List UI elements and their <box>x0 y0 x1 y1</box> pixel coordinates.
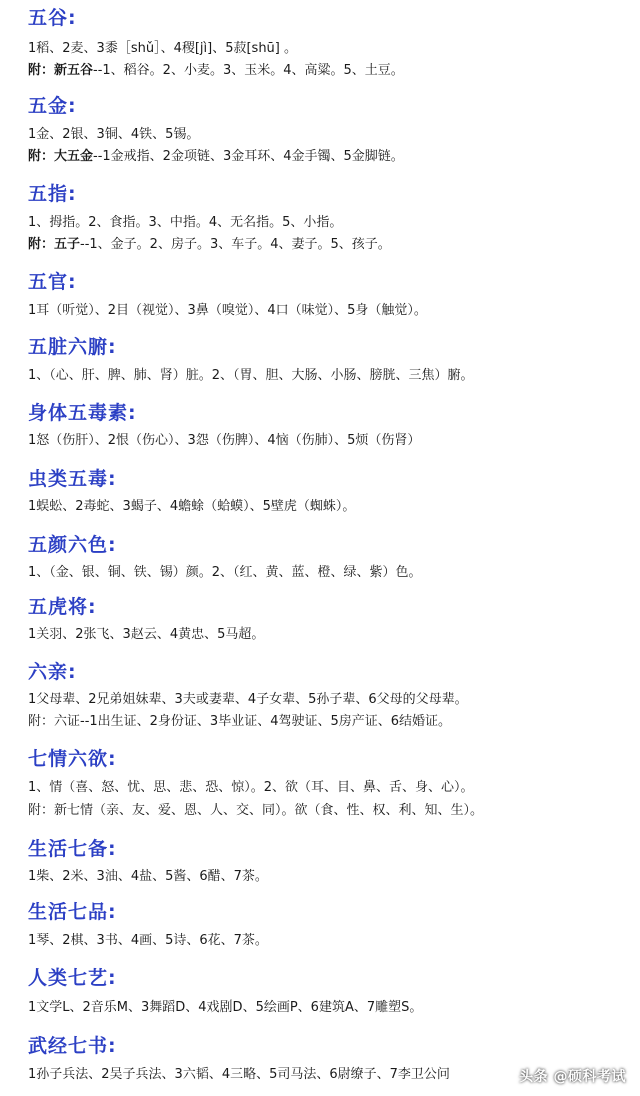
section-heading: 虫类五毒: <box>28 468 117 490</box>
section-line: 1琴、2棋、3书、4画、5诗、6花、7茶。 <box>28 933 268 948</box>
section-appendix-line <box>28 148 404 166</box>
section-line: 1耳（听觉）、2目（视觉）、3鼻（嗅觉）、4口（味觉）、5身（触觉）。 <box>28 303 427 318</box>
appendix-text: --1金戒指、2金项链、3金耳环、4金手镯、5金脚链。 <box>93 149 404 164</box>
section-heading: 五脏六腑: <box>28 336 117 358</box>
section-line: 1怒（伤肝）、2恨（伤心）、3怨（伤脾）、4恼（伤肺）、5烦（伤肾） <box>28 433 421 448</box>
section-line: 1父母辈、2兄弟姐妹辈、3夫或妻辈、4子女辈、5孙子辈、6父母的父母辈。 <box>28 692 468 707</box>
section-line: 1稻、2麦、3黍［shǔ］、4稷[jì]、5菽[shū] 。 <box>28 41 298 56</box>
appendix-text: 附：新七情（亲、友、爱、恩、人、交、同）。欲（食、性、权、利、知、生）。 <box>28 803 484 818</box>
section-heading: 生活七备: <box>28 838 117 860</box>
appendix-prefix: 附：五子 <box>28 237 81 252</box>
section-heading: 身体五毒素: <box>28 402 137 424</box>
section-heading: 五谷: <box>28 7 77 29</box>
section-appendix-line <box>28 236 391 254</box>
section-heading: 五金: <box>28 95 77 117</box>
section-heading: 五颜六色: <box>28 534 117 556</box>
section-appendix-line <box>28 713 451 731</box>
section-line: 1、（心、肝、脾、肺、肾）脏。2、（胃、胆、大肠、小肠、膀胱、三焦）腑。 <box>28 368 474 383</box>
section-line: 1柴、2米、3油、4盐、5酱、6醋、7茶。 <box>28 869 268 884</box>
section-heading: 五虎将: <box>28 596 97 618</box>
section-heading: 五官: <box>28 271 77 293</box>
section-line: 1关羽、2张飞、3赵云、4黄忠、5马超。 <box>28 627 265 642</box>
appendix-prefix: 附：新五谷 <box>28 63 94 78</box>
section-heading: 六亲: <box>28 661 77 683</box>
appendix-text: --1、稻谷。2、小麦。3、玉米。4、高粱。5、土豆。 <box>93 63 404 78</box>
section-heading: 武经七书: <box>28 1035 117 1057</box>
section-heading: 七情六欲: <box>28 748 117 770</box>
section-line: 1文学L、2音乐M、3舞蹈D、4戏剧D、5绘画P、6建筑A、7雕塑S。 <box>28 1000 423 1015</box>
section-line: 1金、2银、3铜、4铁、5锡。 <box>28 127 200 142</box>
section-line: 1、（金、银、铜、铁、锡）颜。2、（红、黄、蓝、橙、绿、紫）色。 <box>28 565 422 580</box>
section-heading: 五指: <box>28 183 77 205</box>
appendix-prefix: 附：大五金 <box>28 149 94 164</box>
section-line: 1蜈蚣、2毒蛇、3蝎子、4蟾蜍（蛤蟆）、5壁虎（蜘蛛）。 <box>28 499 356 514</box>
appendix-text: 附：六证--1出生证、2身份证、3毕业证、4驾驶证、5房产证、6结婚证。 <box>28 714 452 729</box>
section-appendix-line <box>28 62 404 80</box>
section-line: 1、拇指。2、食指。3、中指。4、无名指。5、小指。 <box>28 215 343 230</box>
watermark-label: 头条 @硕科考试 <box>519 1069 626 1085</box>
section-heading: 人类七艺: <box>28 967 117 989</box>
section-appendix-line <box>28 802 483 820</box>
section-line: 1孙子兵法、2吴子兵法、3六韬、4三略、5司马法、6尉缭子、7李卫公问 <box>28 1067 450 1082</box>
section-line: 1、情（喜、怒、忧、思、悲、恐、惊）。2、欲（耳、目、鼻、舌、身、心）。 <box>28 780 474 795</box>
appendix-text: --1、金子。2、房子。3、车子。4、妻子。5、孩子。 <box>80 237 391 252</box>
section-heading: 生活七品: <box>28 901 117 923</box>
